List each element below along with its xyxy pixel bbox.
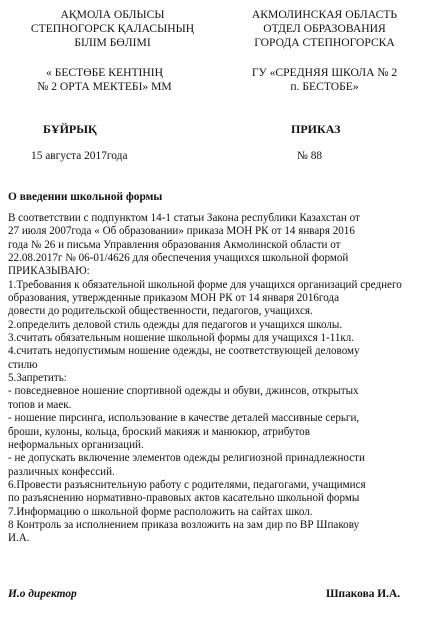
body-line: 4.считать недопустимым ношение одежды, не соответствующей деловому [8, 345, 360, 358]
right-org-line-2: ОТДЕЛ ОБРАЗОВАНИЯ [263, 22, 386, 35]
body-line: 7.Информацию о школьной форме расположить на сайтах школ. [8, 505, 313, 518]
body-line: - ношение пирсинга, использование в качестве деталей массивные серьги, [8, 412, 360, 425]
right-org-line-1: АКМОЛИНСКАЯ ОБЛАСТЬ [251, 8, 398, 21]
body-line: образования, утвержденные приказом МОН РК от 14 января 2016года [8, 292, 340, 305]
left-organization-block [20, 8, 205, 50]
body-line: ПРИКАЗЫВАЮ: [8, 265, 90, 278]
left-org-line-3: БІЛІМ БӨЛІМІ [74, 36, 151, 49]
order-body [8, 212, 418, 546]
body-line: по разъяснению нормативно-правовых актов касательно школьной формы [8, 492, 360, 505]
body-line: различных конфессий. [8, 465, 115, 478]
body-line: 8 Контроль за исполнением приказа возложить на зам дир по ВР Шпакову [8, 518, 360, 531]
body-line: 1.Требования к обязательной школьной форме для учащихся организаций среднего [8, 278, 402, 291]
order-subject: О введении школьной формы [8, 191, 163, 203]
right-organization-block [232, 8, 417, 50]
body-line: топов и маек. [8, 398, 72, 411]
left-school-block [12, 66, 197, 94]
order-date: 15 августа 2017года [31, 150, 128, 162]
order-number: № 88 [297, 150, 323, 162]
body-line: года № 26 и письма Управления образования Акмолинской области от [8, 238, 341, 251]
left-school-line-2: № 2 ОРТА МЕКТЕБІ» ММ [37, 80, 172, 93]
order-title-kazakh: БҰЙРЫҚ [43, 122, 97, 136]
right-school-block [232, 66, 417, 94]
body-line: 6.Провести разъяснительную работу с родителями, педагогами, учащимися [8, 478, 366, 491]
body-line: - не допускать включение элементов одежды религиозной принадлежности [8, 452, 365, 465]
body-line: стилю [8, 358, 38, 371]
body-line: броши, кулоны, кольца, броский макияж и манюкюр, атрибутов [8, 425, 310, 438]
body-line: неформальных организаций. [8, 438, 144, 451]
body-line: 5.Запретить: [8, 372, 67, 385]
left-school-line-1: « БЕСТӨБЕ КЕНТІНІҢ [46, 66, 163, 79]
order-title-russian: ПРИКАЗ [291, 122, 341, 136]
body-line: довести до родительской общественности, педагогов, учащихся. [8, 305, 313, 318]
body-line: - повседневное ношение спортивной одежды и обуви, джинсов, открытых [8, 385, 359, 398]
body-line: 3.считать обязательным ношение школьной формы для учащихся 1-11кл. [8, 332, 355, 345]
signature-role: И.о директор [8, 588, 77, 600]
body-line: 22.08.2017г № 06-01/4626 для обеспечения учащихся школьной формой [8, 252, 349, 265]
body-line: 27 июля 2007года « Об образовании» приказа МОН РК от 14 января 2016 [8, 225, 355, 238]
body-line: 2.определить деловой стиль одежды для педагогов и учащихся школы. [8, 318, 343, 331]
left-org-line-2: СТЕПНОГОРСК ҚАЛАСЫНЫҢ [30, 22, 195, 35]
body-line: В соответствии с подпунктом 14-1 статьи Закона республики Казахстан от [8, 212, 360, 224]
left-org-line-1: АҚМОЛА ОБЛЫСЫ [60, 8, 165, 21]
right-school-line-2: п. БЕСТОБЕ» [290, 80, 359, 93]
body-line: И.А. [8, 532, 30, 545]
right-org-line-3: ГОРОДА СТЕПНОГОРСКА [254, 36, 395, 49]
signature-name: Шпакова И.А. [326, 588, 401, 600]
right-school-line-1: ГУ «СРЕДНЯЯ ШКОЛА № 2 [251, 66, 398, 79]
